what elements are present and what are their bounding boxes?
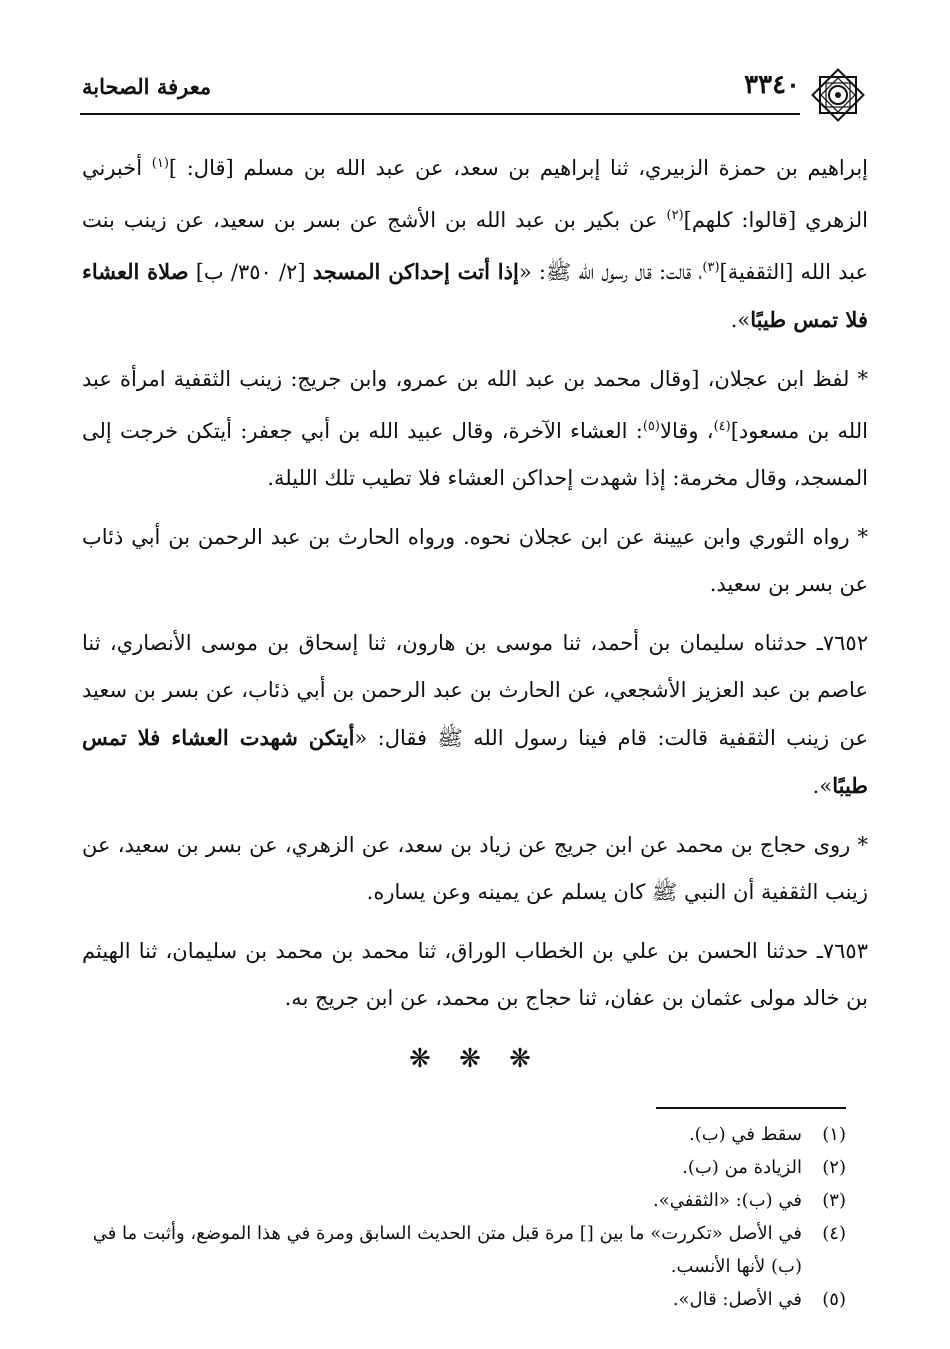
paragraph <box>82 928 868 1022</box>
footnote-ref: (٣) <box>702 260 720 275</box>
paragraph <box>82 514 868 608</box>
text-segment: * لفظ ابن عجلان، [وقال محمد بن عبد الله بن عمرو، وابن جريج: زينب الثقفية امرأة عبد الله بن مسعود] <box>82 367 868 443</box>
text-segment: أخبرني الزهري [قالوا: كلهم] <box>82 156 869 232</box>
text-segment: [٢/ ٣٥٠/ ب] <box>188 260 313 284</box>
footnote-text: في الأصل «تكررت» ما بين [] مرة قبل متن الحديث السابق ومرة في هذا الموضع، وأثبت ما في (ب) لأنها الأنسب. <box>92 1223 802 1277</box>
footnote-number: (٣) <box>822 1190 846 1211</box>
page-number: ٣٣٤٠ <box>744 70 800 100</box>
footnote-number: (٥) <box>822 1289 846 1310</box>
text-segment: ». <box>730 308 751 332</box>
text-segment: إبراهيم بن حمزة الزبيري، ثنا إبراهيم بن سعد، عن عبد الله بن مسلم [قال: ] <box>168 156 869 180</box>
footnote-text: سقط في (ب). <box>688 1124 802 1145</box>
footnote-number: (٤) <box>822 1223 846 1244</box>
section-separator: ❋ ❋ ❋ <box>409 1044 541 1074</box>
text-segment: ، وقالا <box>659 419 714 443</box>
paragraph <box>82 620 868 810</box>
footnote <box>78 1151 846 1184</box>
footnote <box>78 1184 846 1217</box>
footnote-ref: (٢) <box>666 208 684 223</box>
header-divider <box>80 113 800 115</box>
text-segment: * رواه الثوري وابن عيينة عن ابن عجلان نحوه. ورواه الحارث بن عبد الرحمن بن أبي ذئاب عن بسر بن سعيد. <box>82 525 868 596</box>
footnote-text: في الأصل: قال». <box>672 1289 802 1310</box>
footnote-text: في (ب): «الثقفي». <box>653 1190 802 1211</box>
eight-point-star-icon <box>808 65 868 125</box>
text-segment: ». <box>812 774 833 798</box>
footnote-number: (٢) <box>822 1157 846 1178</box>
text-segment: : العشاء الآخرة، وقال عبيد الله بن أبي جعفر: أيتكن خرجت إلى المسجد، وقال مخرمة: إذا شهدت إحداكن العشاء فلا تطيب تلك الليلة. <box>82 419 868 490</box>
footnote-ref: (١) <box>151 156 169 171</box>
footnotes <box>78 1118 846 1316</box>
text-segment: عن بكير بن عبد الله بن الأشج عن بسر بن سعيد، عن زينب بنت عبد الله [الثقفية] <box>82 208 868 284</box>
footnote-ref: (٤) <box>713 419 731 434</box>
footnote-number: (١) <box>822 1124 846 1145</box>
paragraph <box>82 140 868 344</box>
footnote-ref: (٥) <box>642 419 660 434</box>
footnote <box>78 1283 846 1316</box>
footnote-text: الزيادة من (ب). <box>682 1157 802 1178</box>
text-segment: * روى حجاج بن محمد عن ابن جريج عن زياد بن سعد، عن الزهري، عن بسر بن سعيد، عن زينب الثقفية أن النبي ﷺ كان يسلم عن يمينه وعن يساره. <box>82 833 868 904</box>
hadith-text: إذا أتت إحداكن المسجد <box>312 259 519 284</box>
footnote <box>78 1217 846 1283</box>
hadith-text: أيتكن شهدت العشاء فلا تمس طيبًا <box>82 725 868 798</box>
footnote-divider <box>656 1107 846 1109</box>
paragraph <box>82 356 868 502</box>
text-segment: ٧٦٥٢ـ حدثناه سليمان بن أحمد، ثنا موسى بن هارون، ثنا إسحاق بن موسى الأنصاري، ثنا عاصم بن عبد العزيز الأشجعي، عن الحارث بن عبد الرحمن بن أبي ذئاب، عن بسر بن سعيد عن زينب الثقفية قالت: قام فينا رسول الله ﷺ فقال: « <box>82 631 868 750</box>
text-segment: ، قالت: قال رسول الله ﷺ: « <box>518 260 703 284</box>
main-text <box>82 140 868 1083</box>
text-segment: ٧٦٥٣ـ حدثنا الحسن بن علي بن الخطاب الوراق، ثنا محمد بن محمد بن سليمان، ثنا الهيثم بن خالد مولى عثمان بن عفان، ثنا حجاج بن محمد، عن ابن جريج به. <box>82 939 868 1010</box>
footnote <box>78 1118 846 1151</box>
paragraph <box>82 822 868 916</box>
hadith-text: صلاة العشاء فلا تمس طيبًا <box>82 259 868 332</box>
running-title: معرفة الصحابة <box>82 74 212 99</box>
